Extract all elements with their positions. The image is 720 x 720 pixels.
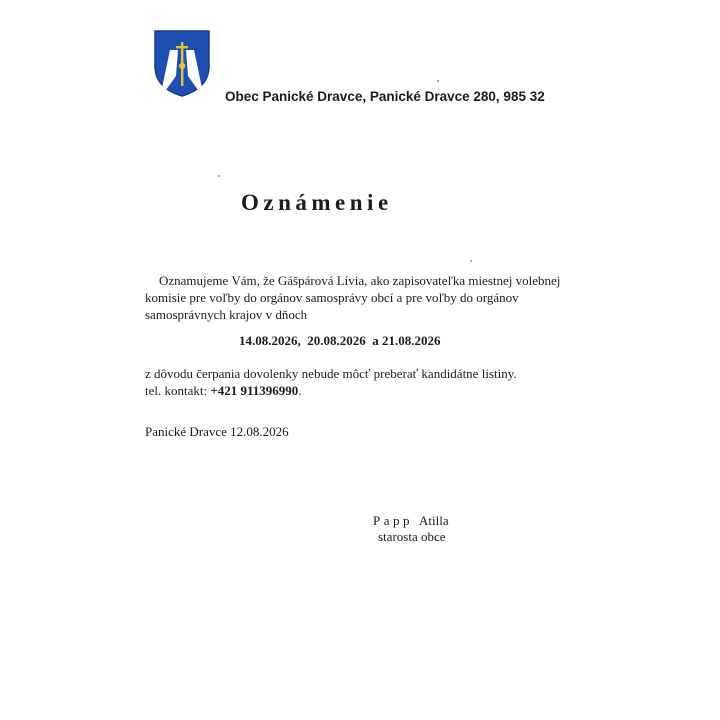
reason-paragraph — [145, 365, 585, 399]
notice-line-1: Oznamujeme Vám, že Gášpárová Lívia, ako zapisovateľka miestnej volebnej — [159, 273, 561, 288]
coat-of-arms-icon — [152, 28, 212, 98]
contact-phone: +421 911396990 — [210, 383, 299, 398]
scan-speck — [218, 175, 220, 177]
contact-label: tel. kontakt: — [145, 383, 211, 398]
crest-orb — [179, 63, 185, 69]
signatory-name — [373, 513, 449, 529]
contact-end: . — [298, 383, 302, 398]
scan-speck — [470, 260, 472, 262]
municipality-header: Obec Panické Dravce, Panické Dravce 280, 985 32 — [225, 89, 545, 104]
place-and-date: Panické Dravce 12.08.2026 — [145, 424, 289, 439]
absence-dates: 14.08.2026, 20.08.2026 a 21.08.2026 — [239, 333, 441, 348]
signatory-role: starosta obce — [378, 529, 446, 544]
scan-speck — [437, 80, 439, 82]
notice-line-3: samosprávnych krajov v dňoch — [145, 307, 308, 322]
signatory-last-name: Atilla — [419, 513, 449, 528]
document-title: Oznámenie — [241, 190, 393, 215]
contact-line — [145, 382, 585, 399]
notice-line-2: komisie pre voľby do orgánov samosprávy obcí a pre voľby do orgánov — [145, 290, 519, 305]
reason-line: z dôvodu čerpania dovolenky nebude môcť preberať kandidátne listiny. — [145, 366, 517, 381]
crest-cross-bar — [176, 46, 188, 48]
signatory-first-name: Papp — [373, 513, 413, 528]
notice-paragraph — [145, 272, 585, 323]
